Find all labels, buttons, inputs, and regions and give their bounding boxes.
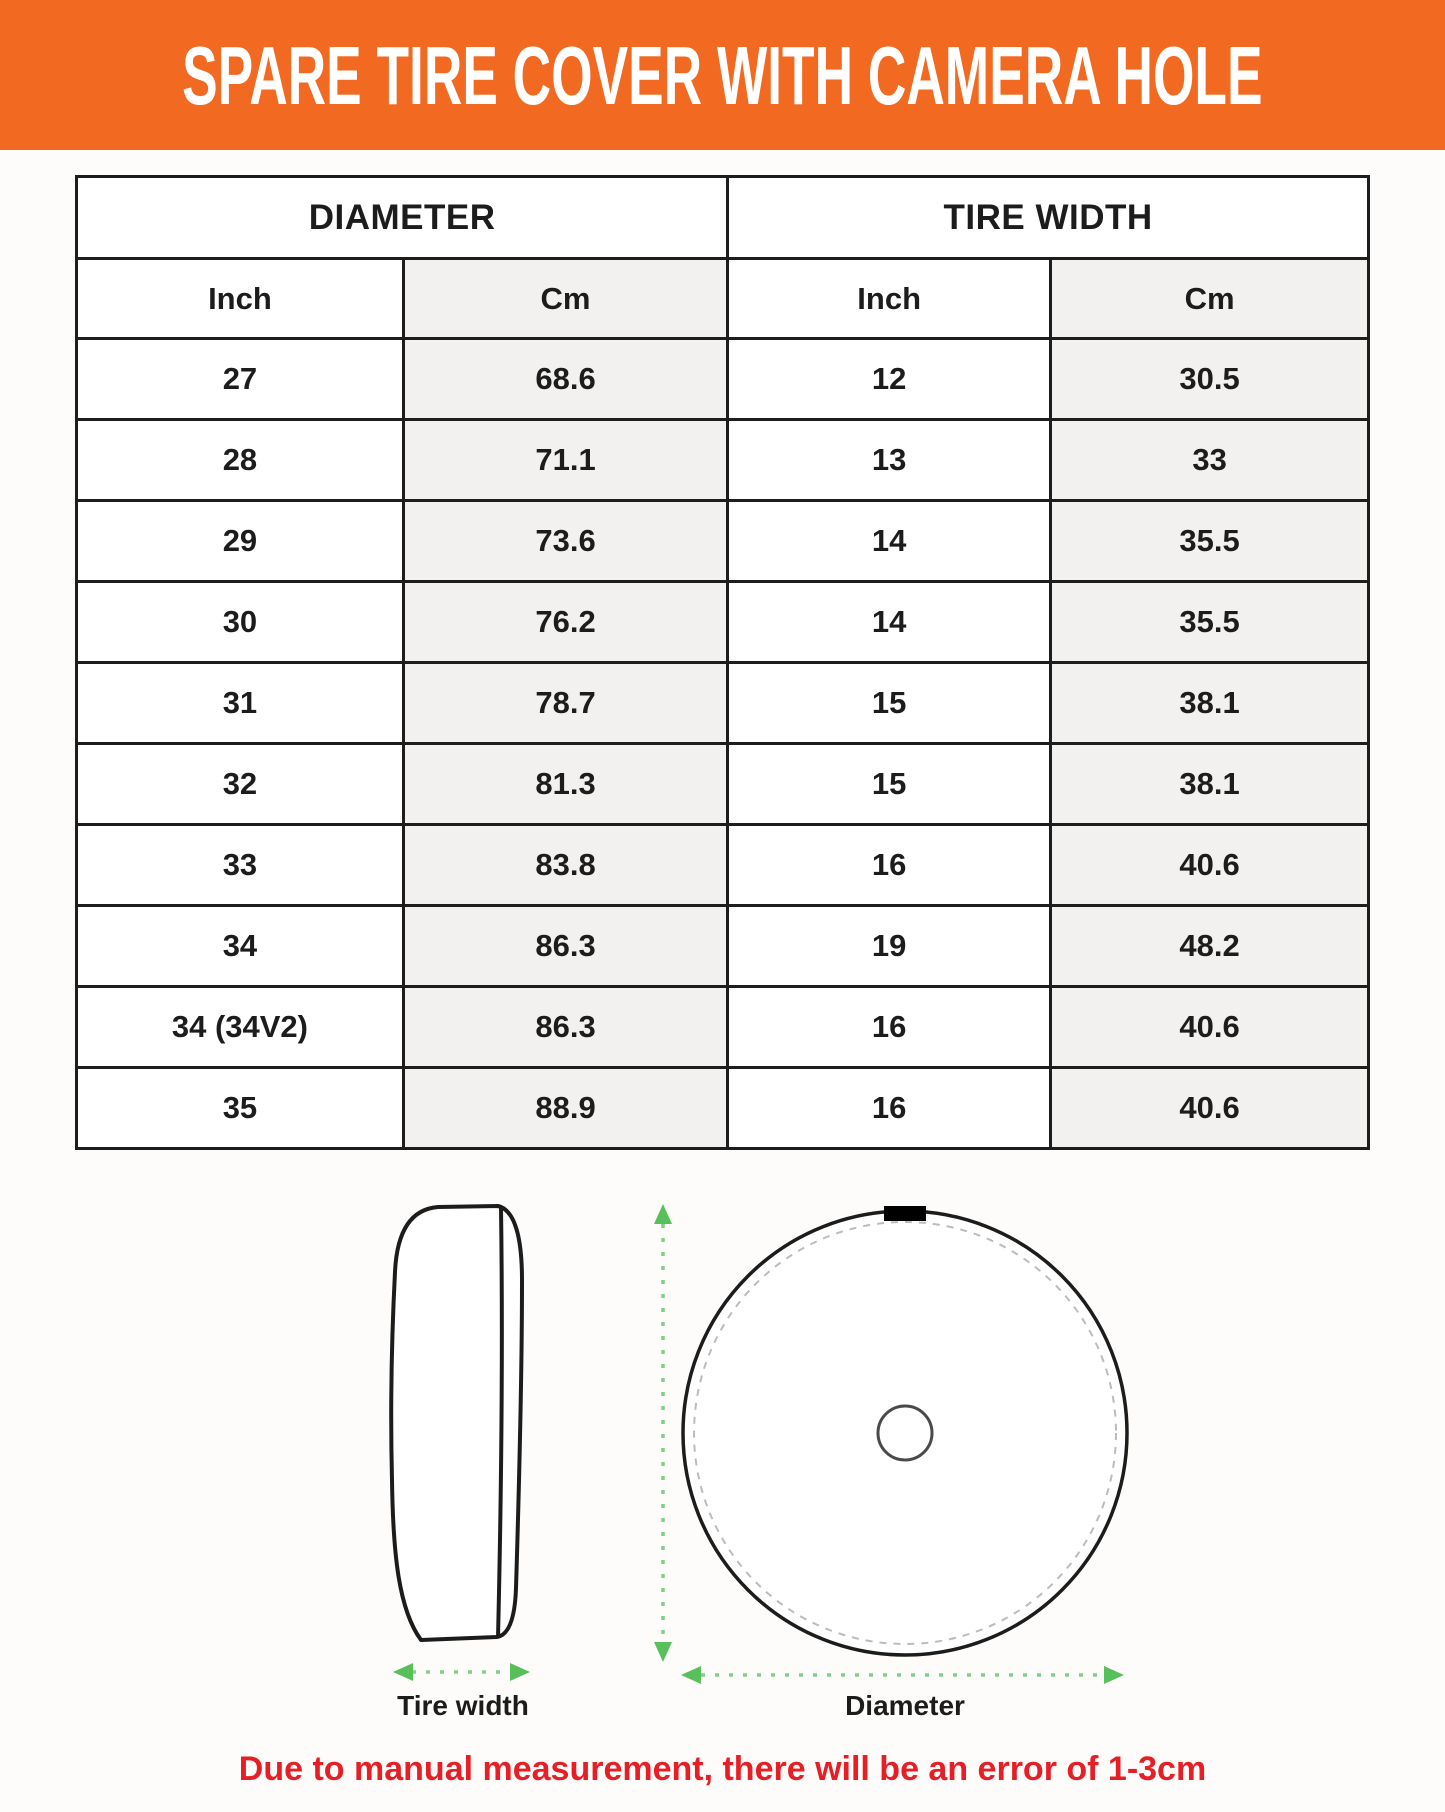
measurement-disclaimer: Due to manual measurement, there will be an error of 1-3cm [238, 1750, 1207, 1788]
tire-width-label: Tire width [397, 1690, 529, 1721]
table-cell: 40.6 [1051, 825, 1369, 906]
table-cell: 78.7 [403, 663, 727, 744]
table-cell: 83.8 [403, 825, 727, 906]
tire-width-arrow [393, 1663, 530, 1681]
table-row [77, 744, 1369, 825]
table-cell: 27 [77, 339, 404, 420]
table-cell: 35.5 [1051, 501, 1369, 582]
table-cell: 15 [728, 663, 1051, 744]
table-cell: 40.6 [1051, 987, 1369, 1068]
table-row [77, 339, 1369, 420]
table-row [77, 663, 1369, 744]
table-cell: 34 (34V2) [77, 987, 404, 1068]
table-cell: 30 [77, 582, 404, 663]
table-cell: 88.9 [403, 1068, 727, 1149]
table-cell: 38.1 [1051, 663, 1369, 744]
table-cell: 14 [728, 501, 1051, 582]
table-cell: 29 [77, 501, 404, 582]
page-title: SPARE TIRE COVER WITH CAMERA HOLE [182, 28, 1263, 122]
tire-diagram-svg [0, 1150, 1445, 1812]
table-row [77, 1068, 1369, 1149]
top-marker [884, 1206, 926, 1221]
table-cell: 73.6 [403, 501, 727, 582]
table-cell: 31 [77, 663, 404, 744]
tire-front-view [683, 1206, 1127, 1655]
group-header-row [77, 177, 1369, 259]
header-banner [0, 0, 1445, 150]
table-cell: 34 [77, 906, 404, 987]
table-row [77, 582, 1369, 663]
table-cell: 38.1 [1051, 744, 1369, 825]
table-cell: 16 [728, 987, 1051, 1068]
table-row [77, 825, 1369, 906]
table-cell: 40.6 [1051, 1068, 1369, 1149]
diameter-inch-header: Inch [77, 259, 404, 339]
table-cell: 16 [728, 825, 1051, 906]
table-cell: 16 [728, 1068, 1051, 1149]
table-cell: 86.3 [403, 906, 727, 987]
table-cell: 14 [728, 582, 1051, 663]
table-row [77, 420, 1369, 501]
tire-width-cm-header: Cm [1051, 259, 1369, 339]
table-cell: 81.3 [403, 744, 727, 825]
table-row [77, 501, 1369, 582]
table-row [77, 987, 1369, 1068]
table-cell: 33 [77, 825, 404, 906]
size-chart-table [75, 175, 1370, 1150]
tire-width-group-header: TIRE WIDTH [728, 177, 1369, 259]
table-cell: 71.1 [403, 420, 727, 501]
table-cell: 28 [77, 420, 404, 501]
table-cell: 30.5 [1051, 339, 1369, 420]
diameter-width-arrow [681, 1666, 1124, 1684]
table-cell: 19 [728, 906, 1051, 987]
table-cell: 86.3 [403, 987, 727, 1068]
table-cell: 68.6 [403, 339, 727, 420]
diameter-cm-header: Cm [403, 259, 727, 339]
table-cell: 35.5 [1051, 582, 1369, 663]
subheader-row [77, 259, 1369, 339]
table-cell: 32 [77, 744, 404, 825]
table-cell: 33 [1051, 420, 1369, 501]
table-cell: 15 [728, 744, 1051, 825]
camera-hole [878, 1406, 932, 1460]
table-cell: 13 [728, 420, 1051, 501]
diameter-height-arrow [654, 1204, 672, 1662]
table-row [77, 906, 1369, 987]
measurement-diagram [0, 1150, 1445, 1812]
table-cell: 12 [728, 339, 1051, 420]
table-cell: 48.2 [1051, 906, 1369, 987]
tire-side-view [391, 1206, 522, 1640]
diameter-label: Diameter [845, 1690, 965, 1721]
table-cell: 76.2 [403, 582, 727, 663]
size-table-body [77, 339, 1369, 1149]
diameter-group-header: DIAMETER [77, 177, 728, 259]
tire-width-inch-header: Inch [728, 259, 1051, 339]
table-cell: 35 [77, 1068, 404, 1149]
